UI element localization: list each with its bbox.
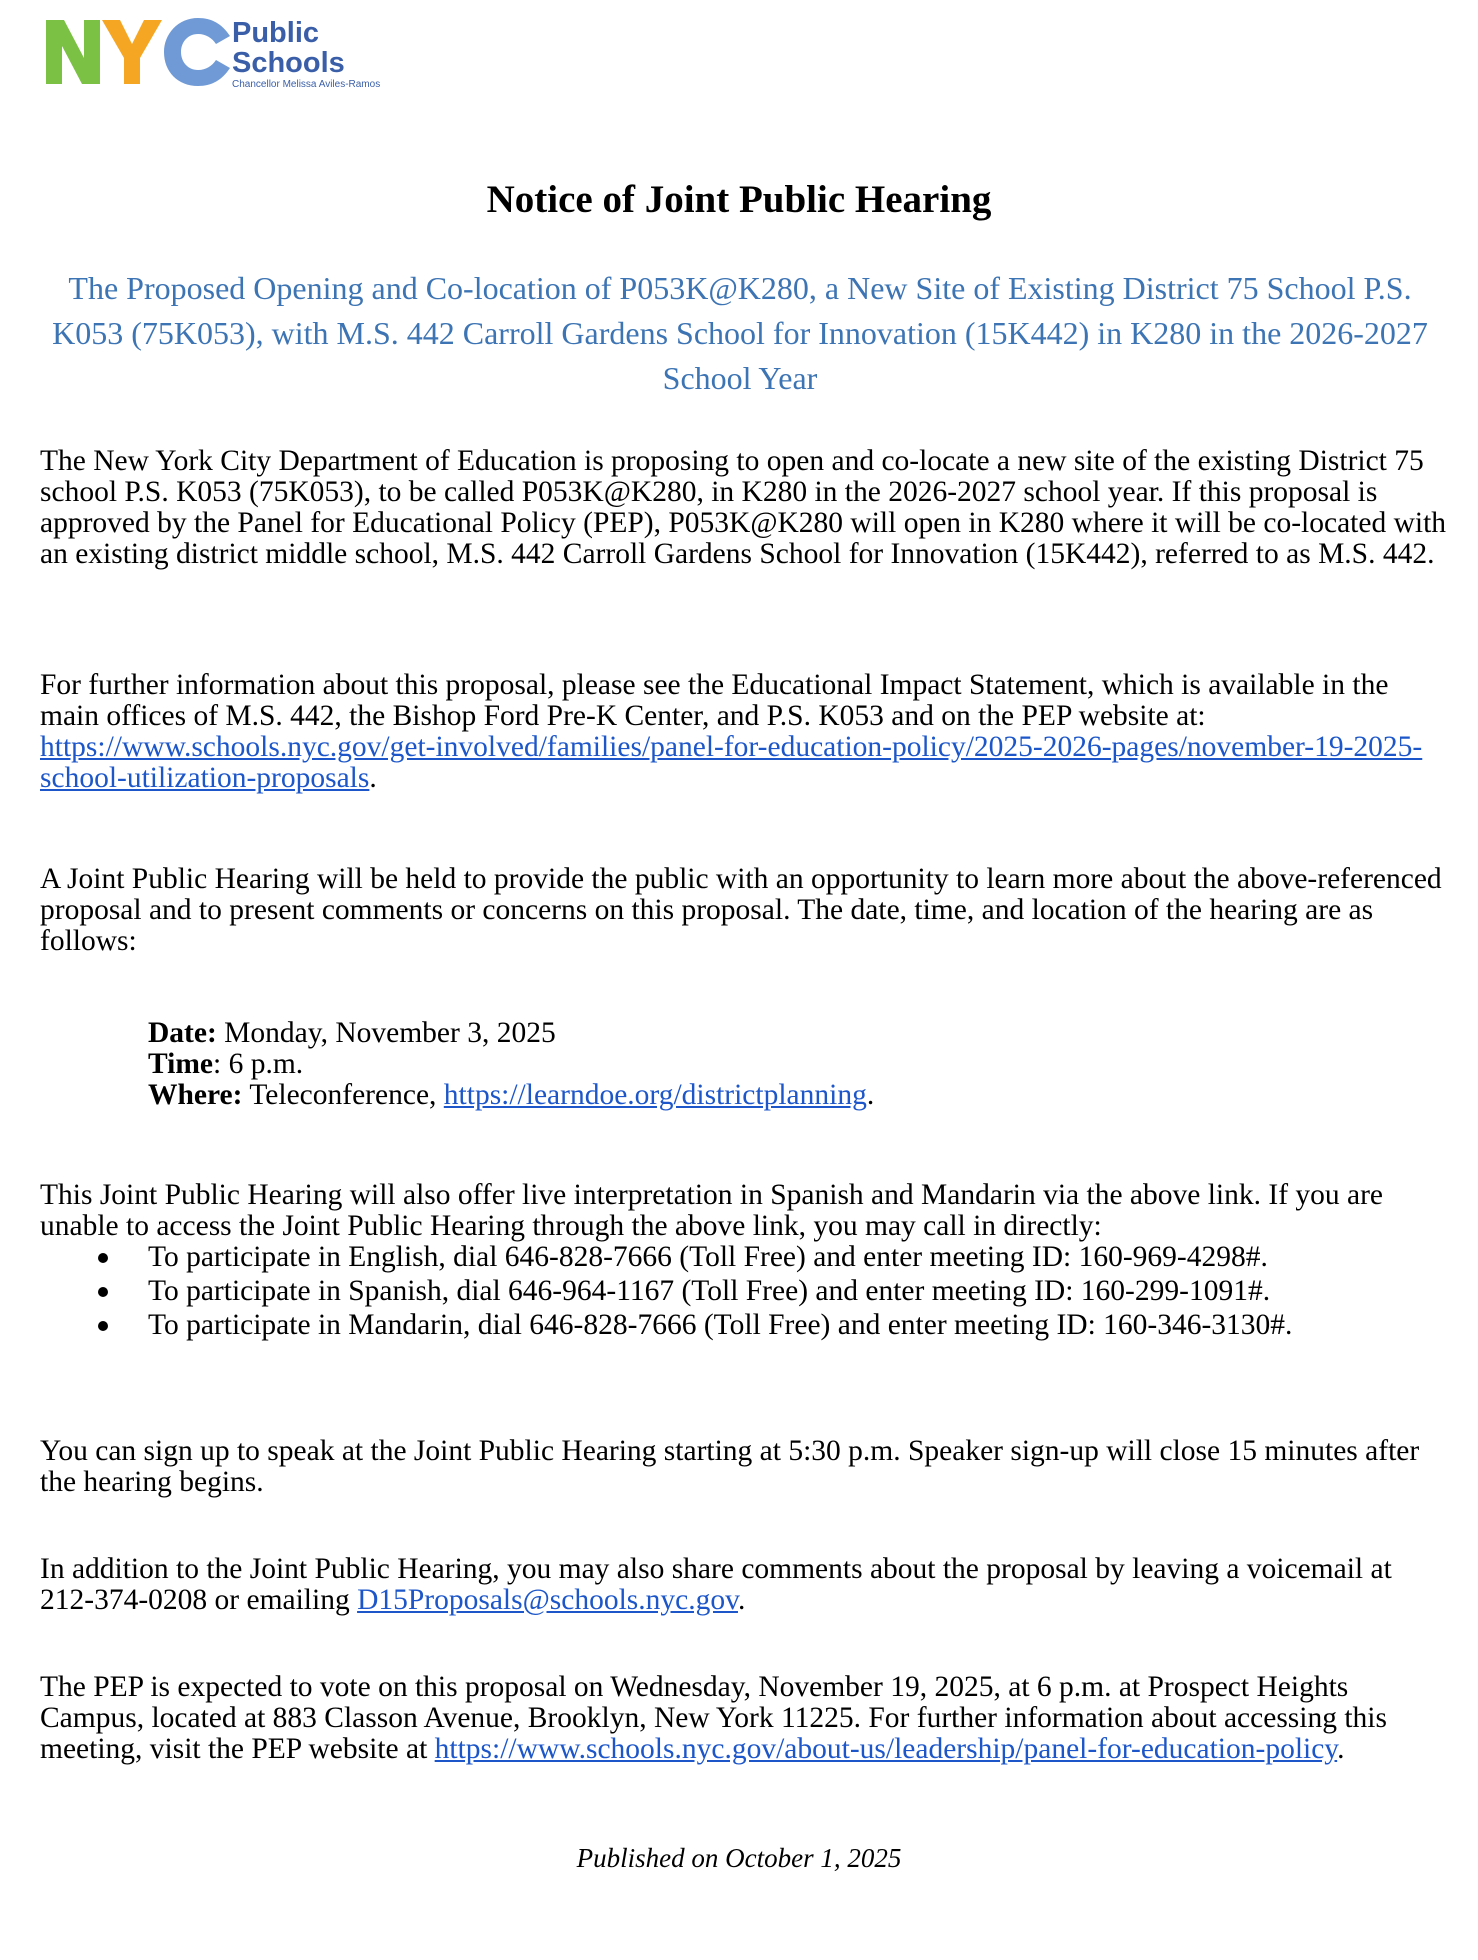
hearing-details <box>148 1018 1348 1111</box>
time-label: Time <box>148 1048 214 1080</box>
comments-text: In addition to the Joint Public Hearing, you may also share comments about the proposal by leaving a voicemail at 212-374-0208 or emailing <box>40 1553 1392 1616</box>
call-in-spanish: To participate in Spanish, dial 646-964-1167 (Toll Free) and enter meeting ID: 160-299-1091#. <box>148 1275 1271 1307</box>
list-item <box>40 1242 1450 1273</box>
eis-link[interactable]: https://www.schools.nyc.gov/get-involved/families/panel-for-education-policy/2025-2026-pages/november-19-2025-school-utilization-proposals <box>40 731 1423 794</box>
intro-paragraph: The New York City Department of Education is proposing to open and co-locate a new site of the existing District 75 school P.S. K053 (75K053), to be called P053K@K280, in K280 in the 2026-2027 school year. If this proposal is approved by the Panel for Educational Policy (PEP), P053K@K280 will open in K280 where it will be co-located with an existing district middle school, M.S. 442 Carroll Gardens School for Innovation (15K442), referred to as M.S. 442. <box>40 445 1447 570</box>
sign-up-paragraph: You can sign up to speak at the Joint Public Hearing starting at 5:30 p.m. Speaker sign-up will close 15 minutes after the hearing begins. <box>40 1435 1420 1498</box>
call-in-english: To participate in English, dial 646-828-7666 (Toll Free) and enter meeting ID: 160-969-4298#. <box>148 1241 1268 1273</box>
list-item <box>40 1276 1450 1307</box>
nyc-public-schools-logo <box>44 14 232 94</box>
further-info-after: . <box>369 762 377 794</box>
logo-schools: Schools <box>232 47 345 79</box>
vote-after: . <box>1337 1733 1345 1765</box>
comments-after: . <box>737 1584 746 1616</box>
hearing-time <box>148 1049 1348 1080</box>
logo-public: Public <box>232 17 320 49</box>
where-label: Where: <box>148 1079 243 1111</box>
bullet-icon <box>98 1321 108 1331</box>
time-value: : 6 p.m. <box>213 1048 304 1080</box>
pep-website-link[interactable]: https://www.schools.nyc.gov/about-us/leadership/panel-for-education-policy <box>434 1733 1338 1765</box>
email-link[interactable]: D15Proposals@schools.nyc.gov <box>357 1584 738 1616</box>
date-label: Date: <box>148 1017 217 1049</box>
nyc-logo-mark <box>44 14 232 90</box>
teleconference-link[interactable]: https://learndoe.org/districtplanning <box>443 1079 867 1111</box>
logo-text <box>232 18 380 91</box>
vote-paragraph <box>40 1672 1450 1765</box>
bullet-icon <box>98 1287 108 1297</box>
where-after: . <box>866 1079 875 1111</box>
interpretation-paragraph: This Joint Public Hearing will also offer live interpretation in Spanish and Mandarin via the above link. If you are unable to access the Joint Public Hearing through the above link, you may call in directly: <box>40 1179 1384 1242</box>
further-info-paragraph <box>40 670 1450 794</box>
published-date: Published on October 1, 2025 <box>576 1843 902 1873</box>
proposal-subtitle: The Proposed Opening and Co-location of P053K@K280, a New Site of Existing District 75 School P.S. K053 (75K053), with M.S. 442 Carroll Gardens School for Innovation (15K442) in K280 in the 2026-2027 School Year <box>52 270 1428 396</box>
logo-chancellor: Chancellor Melissa Aviles-Ramos <box>232 79 381 90</box>
list-item <box>40 1310 1450 1341</box>
call-in-mandarin: To participate in Mandarin, dial 646-828-7666 (Toll Free) and enter meeting ID: 160-346-3130#. <box>148 1309 1293 1341</box>
page-title: Notice of Joint Public Hearing <box>486 178 992 221</box>
date-value: Monday, November 3, 2025 <box>216 1017 556 1049</box>
where-value: Teleconference, <box>242 1079 444 1111</box>
further-info-text: For further information about this proposal, please see the Educational Impact Statement, which is available in the main offices of M.S. 442, the Bishop Ford Pre-K Center, and P.S. K053 and on the PEP website at: <box>40 669 1389 732</box>
hearing-intro-paragraph: A Joint Public Hearing will be held to provide the public with an opportunity to learn more about the above-referenced proposal and to present comments or concerns on this proposal. The date, time, and location of the hearing are as follows: <box>40 863 1442 957</box>
call-in-list <box>40 1242 1450 1344</box>
bullet-icon <box>98 1253 108 1263</box>
hearing-date <box>148 1018 1348 1049</box>
vote-text: The PEP is expected to vote on this proposal on Wednesday, November 19, 2025, at 6 p.m. at Prospect Heights Campus, located at 883 Classon Avenue, Brooklyn, New York 11225. For further information about accessing this meeting, visit the PEP website at <box>40 1671 1387 1765</box>
comments-paragraph <box>40 1554 1450 1616</box>
hearing-where <box>148 1080 1348 1111</box>
